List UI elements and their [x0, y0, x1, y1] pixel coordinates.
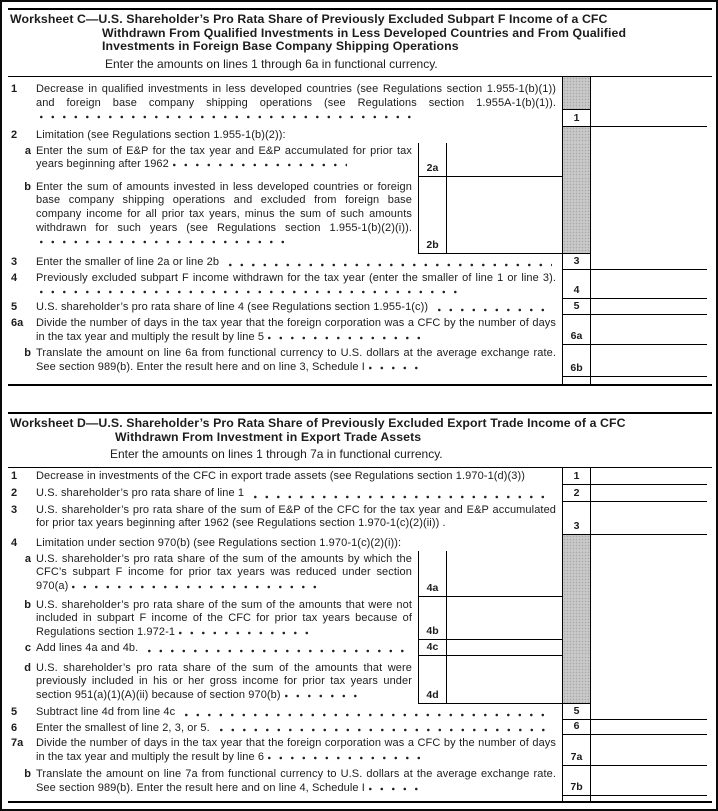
edge-spacer	[707, 345, 712, 377]
ws-c-line-6b-number: b	[24, 347, 31, 360]
spacer	[591, 796, 707, 801]
ws-d-line-1-amount-field[interactable]	[591, 468, 707, 485]
ws-c-line-6b-amount-field[interactable]	[591, 345, 707, 377]
section-gap	[8, 386, 712, 412]
dot-leader	[36, 290, 464, 294]
ws-d-line-1-text: Decrease in investments of the CFC in export trade assets (see Regulations section 1.970-1(d)(3))	[36, 469, 526, 482]
ws-d-line-3-label-cell: 3	[562, 502, 591, 535]
empty-cell	[591, 143, 707, 177]
ws-d-row-6	[8, 720, 712, 736]
edge-spacer	[707, 656, 712, 704]
ws-c-line-2b-label-cell: 2b	[418, 177, 447, 254]
ws-d-line-7b-label-cell: 7b	[562, 766, 591, 795]
edge-spacer	[707, 735, 712, 766]
ws-d-line-4a-text: U.S. shareholder’s pro rata share of the sum of the amounts by which the CFC’s subpart F income for prior tax years was reduced under section 970(a)	[36, 552, 412, 592]
dot-leader	[252, 495, 552, 499]
ws-d-line-7a-text: Divide the number of days in the tax year that the foreign corporation was a CFC by the number of days in the tax year and multiply the result by line 6	[36, 737, 556, 763]
edge-spacer	[707, 143, 712, 177]
dot-leader	[281, 694, 361, 698]
ws-c-row-5	[8, 299, 712, 315]
shaded-cell	[562, 143, 591, 177]
ws-c-line-1-text: Decrease in qualified investments in less developed countries (see Regulations section 1.955-1(b)(1)) and foreign base company shipping operations (see Regulations section 1.955A-1(b)(1)).	[36, 77, 562, 127]
ws-c-line-2-text: Limitation (see Regulations section 1.955-1(b)(2)):	[36, 129, 286, 142]
ws-d-line-4d-amount-field[interactable]	[447, 656, 562, 704]
worksheet-d	[8, 412, 712, 802]
shaded-cell	[562, 656, 591, 704]
dot-leader	[169, 163, 347, 167]
worksheet-d-title-line-1: Worksheet D—U.S. Shareholder’s Pro Rata Share of Previously Excluded Export Trade Income of a CFC	[10, 416, 626, 431]
ws-d-row-4	[8, 535, 712, 551]
dot-leader	[227, 263, 552, 267]
ws-c-row-6a	[8, 315, 712, 345]
ws-d-line-5-label-cell: 5	[562, 704, 591, 720]
edge-spacer	[707, 704, 712, 720]
dot-leader	[68, 585, 320, 589]
empty-cell	[591, 127, 707, 143]
ws-d-row-7a	[8, 735, 712, 766]
ws-c-line-3-amount-field[interactable]	[591, 254, 707, 270]
ws-d-closing-strip	[8, 796, 712, 801]
ws-c-line-4-amount-field[interactable]	[591, 270, 707, 299]
ws-c-line-5-text: U.S. shareholder’s pro rata share of line 4 (see Regulations section 1.955-1(c))	[36, 299, 562, 315]
ws-d-row-3	[8, 502, 712, 535]
ws-d-line-4b-text: U.S. shareholder’s pro rata share of the sum of the amounts that were not included in subpart F income of the CFC for prior tax years because of Regulations section 1.972-1	[36, 598, 412, 638]
edge-spacer	[707, 796, 712, 801]
ws-c-line-6b-label-cell: 6b	[562, 345, 591, 377]
edge-spacer	[707, 315, 712, 345]
ws-c-line-2b-number: b	[24, 180, 31, 193]
ws-d-row-4a	[8, 551, 712, 597]
ws-d-line-5-amount-field[interactable]	[591, 704, 707, 720]
label-column-end	[562, 796, 591, 801]
dot-leader	[436, 308, 552, 312]
worksheet-d-header	[8, 414, 712, 467]
empty-cell	[591, 640, 707, 656]
edge-spacer	[707, 766, 712, 795]
dot-leader	[218, 728, 552, 732]
empty-cell	[591, 656, 707, 704]
ws-d-row-1	[8, 468, 712, 485]
label-column-end	[562, 377, 591, 384]
ws-d-line-4d-label-cell: 4d	[418, 656, 447, 704]
ws-c-row-2	[8, 127, 712, 143]
empty-cell	[591, 177, 707, 254]
edge-spacer	[707, 485, 712, 502]
ws-d-line-3-text: U.S. shareholder’s pro rata share of the sum of E&P of the CFC for the tax year and E&P accumulated for prior tax years beginning after 1962 (see Regulations section 1.970-1(c)(2)(ii)) .	[36, 503, 556, 530]
ws-d-line-4-number: 4	[11, 536, 18, 549]
ws-d-line-7a-amount-field[interactable]	[591, 735, 707, 766]
edge-spacer	[707, 127, 712, 143]
ws-d-line-4a-number: a	[24, 552, 31, 565]
dot-leader	[183, 713, 552, 717]
ws-d-line-1-label-cell: 1	[562, 468, 591, 485]
ws-d-line-7a-number: 7a	[11, 737, 24, 750]
ws-d-line-3-amount-field[interactable]	[591, 502, 707, 535]
shaded-cell	[562, 597, 591, 640]
edge-spacer	[707, 299, 712, 315]
ws-c-line-1-label-cell: 1	[562, 77, 591, 127]
worksheet-c-title-line-2: Withdrawn From Qualified Investments in Less Developed Countries and From Qualified	[102, 25, 627, 40]
ws-c-row-1	[8, 77, 712, 127]
dot-leader	[365, 787, 421, 791]
ws-d-line-2-amount-field[interactable]	[591, 485, 707, 502]
edge-spacer	[707, 551, 712, 597]
ws-d-line-4b-number: b	[24, 598, 31, 611]
ws-c-row-2b	[8, 177, 712, 254]
ws-d-line-7b-amount-field[interactable]	[591, 766, 707, 795]
empty-cell	[591, 551, 707, 597]
ws-c-line-3-text: Enter the smaller of line 2a or line 2b	[36, 254, 562, 270]
edge-spacer	[707, 720, 712, 736]
ws-c-closing-strip	[8, 377, 712, 384]
worksheet-d-bottom-rule	[8, 801, 712, 803]
ws-c-line-2a-text: Enter the sum of E&P for the tax year and E&P accumulated for prior tax years beginning after 1962	[36, 144, 412, 171]
ws-c-line-6b-text: Translate the amount on line 6a from functional currency to U.S. dollars at the average exchange rate. See section 989(b). Enter the result here and on line 3, Schedule I	[36, 347, 556, 373]
ws-c-line-2a-label-cell: 2a	[418, 143, 447, 177]
ws-d-line-4b-label-cell: 4b	[418, 597, 447, 640]
edge-spacer	[707, 177, 712, 254]
ws-d-line-4c-amount-field[interactable]	[447, 640, 562, 656]
edge-spacer	[707, 254, 712, 270]
edge-spacer	[707, 597, 712, 640]
spacer	[36, 796, 562, 801]
ws-d-line-7b-number: b	[24, 768, 31, 781]
ws-d-line-4d-text: U.S. shareholder’s pro rata share of the sum of the amounts that were previously included in his or her gross income for prior tax years under section 951(a)(1)(A)(ii) because of section 970(b)	[36, 661, 412, 701]
spacer	[8, 377, 36, 384]
ws-c-line-2b-text: Enter the sum of amounts invested in less developed countries or foreign base company shipping operations and excluded from foreign base company income for all prior tax years, minus the sum of such amounts withdrawn for such years (see Regulations section 1.955-1(b)(2)(i)).	[36, 177, 418, 254]
dot-leader	[146, 649, 408, 653]
ws-c-row-4	[8, 270, 712, 299]
worksheet-c	[8, 8, 712, 386]
ws-d-line-6-amount-field[interactable]	[591, 720, 707, 736]
ws-d-row-4b	[8, 597, 712, 640]
shaded-cell	[562, 177, 591, 254]
ws-d-line-4a-label-cell: 4a	[418, 551, 447, 597]
dot-leader	[264, 756, 427, 760]
worksheet-c-body	[8, 76, 712, 384]
dot-leader	[36, 240, 284, 244]
ws-c-line-6a-label-cell: 6a	[562, 315, 591, 345]
spacer	[8, 796, 36, 801]
ws-d-line-6-label-cell: 6	[562, 720, 591, 736]
edge-spacer	[707, 535, 712, 551]
ws-d-row-2	[8, 485, 712, 502]
ws-d-line-7a-label-cell: 7a	[562, 735, 591, 766]
ws-d-line-4-text: Limitation under section 970(b) (see Regulations section 1.970-1(c)(2)(i)):	[36, 536, 402, 549]
edge-spacer	[707, 377, 712, 384]
ws-c-line-2a-amount-field[interactable]	[447, 143, 562, 177]
dot-leader	[264, 336, 422, 340]
ws-d-line-4b-amount-field[interactable]	[447, 597, 562, 640]
ws-c-line-3-label-cell: 3	[562, 254, 591, 270]
ws-d-line-4c-number: c	[24, 641, 31, 654]
ws-d-line-5-text: Subtract line 4d from line 4c	[36, 704, 562, 720]
worksheet-c-instruction: Enter the amounts on lines 1 through 6a in functional currency.	[105, 56, 438, 71]
ws-d-line-4c-text: Add lines 4a and 4b.	[36, 640, 418, 656]
dot-leader	[175, 631, 308, 635]
edge-spacer	[707, 640, 712, 656]
ws-d-line-6-number: 6	[11, 721, 18, 734]
shaded-cell	[562, 127, 591, 143]
dot-leader	[36, 115, 414, 119]
ws-c-line-2a-number: a	[24, 144, 31, 157]
ws-c-line-6a-number: 6a	[11, 317, 24, 330]
ws-c-row-6b	[8, 345, 712, 377]
ws-d-row-4c	[8, 640, 712, 656]
shaded-cell	[562, 551, 591, 597]
worksheet-c-header	[8, 10, 712, 76]
ws-c-line-1-number: 1	[11, 83, 18, 96]
ws-c-line-2-number: 2	[11, 129, 18, 142]
spacer	[36, 377, 562, 384]
ws-c-line-4-number: 4	[11, 271, 18, 284]
ws-d-line-7b-text: Translate the amount on line 7a from functional currency to U.S. dollars at the average exchange rate. See section 989(b). Enter the result here and on line 4, Schedule I	[36, 768, 556, 794]
shaded-cell	[562, 640, 591, 656]
dot-leader	[365, 366, 421, 370]
ws-d-line-6-text: Enter the smallest of line 2, 3, or 5.	[36, 720, 562, 736]
worksheet-d-title-line-2: Withdrawn From Investment in Export Trade Assets	[115, 429, 422, 444]
ws-c-line-5-label-cell: 5	[562, 299, 591, 315]
ws-d-row-7b	[8, 766, 712, 795]
ws-d-line-5-number: 5	[11, 705, 18, 718]
shaded-cell	[563, 77, 590, 109]
ws-d-line-2-number: 2	[11, 486, 18, 499]
ws-c-line-4-text: Previously excluded subpart F income withdrawn for the tax year (enter the smaller of line 1 or line 3).	[36, 270, 562, 299]
ws-d-line-4c-label-cell: 4c	[418, 640, 447, 656]
ws-d-line-1-number: 1	[11, 469, 18, 482]
ws-c-row-2a	[8, 143, 712, 177]
ws-d-line-2-text: U.S. shareholder’s pro rata share of line 1	[36, 485, 562, 502]
ws-d-row-4d	[8, 656, 712, 704]
worksheet-d-body	[8, 467, 712, 801]
empty-cell	[591, 535, 707, 551]
spacer	[591, 377, 707, 384]
ws-c-line-1-amount-field[interactable]	[591, 77, 707, 127]
ws-c-row-3	[8, 254, 712, 270]
ws-c-line-6a-text: Divide the number of days in the tax year that the foreign corporation was a CFC by the number of days in the tax year and multiply the result by line 5	[36, 317, 556, 343]
ws-c-line-2b-amount-field[interactable]	[447, 177, 562, 254]
ws-d-line-4d-number: d	[24, 661, 31, 674]
ws-c-line-3-number: 3	[11, 255, 18, 268]
ws-d-row-5	[8, 704, 712, 720]
ws-c-line-5-amount-field[interactable]	[591, 299, 707, 315]
edge-spacer	[707, 502, 712, 535]
ws-c-line-5-number: 5	[11, 301, 18, 314]
empty-cell	[591, 597, 707, 640]
ws-d-line-3-number: 3	[11, 503, 18, 516]
edge-spacer	[707, 77, 712, 127]
ws-c-line-6a-amount-field[interactable]	[591, 315, 707, 345]
ws-d-line-4a-amount-field[interactable]	[447, 551, 562, 597]
edge-spacer	[707, 270, 712, 299]
worksheet-d-instruction: Enter the amounts on lines 1 through 7a in functional currency.	[110, 447, 443, 462]
ws-d-line-2-label-cell: 2	[562, 485, 591, 502]
worksheet-c-title-line-3: Investments in Foreign Base Company Shipping Operations	[102, 39, 459, 54]
ws-c-line-4-label-cell: 4	[562, 270, 591, 299]
edge-spacer	[707, 468, 712, 485]
shaded-cell	[562, 535, 591, 551]
worksheet-c-title-line-1: Worksheet C—U.S. Shareholder’s Pro Rata Share of Previously Excluded Subpart F Income of a CFC	[10, 12, 608, 26]
